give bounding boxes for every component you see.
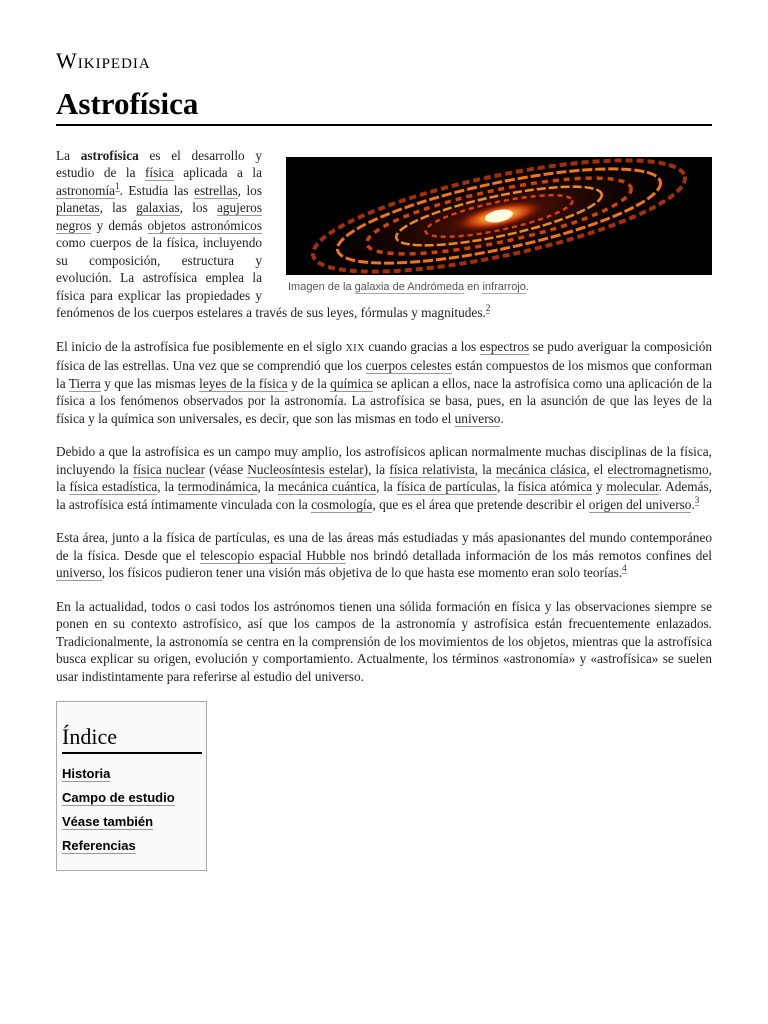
toc-list: [62, 762, 202, 858]
link-origen-del-universo[interactable]: origen del universo: [588, 496, 692, 512]
link-leyes-de-la-fisica[interactable]: leyes de la física: [199, 375, 288, 391]
link-estrellas[interactable]: estrellas: [194, 182, 238, 198]
intro-paragraph: Imagen de la galaxia de Andrómeda en infrarrojo. La astrofísica es el desarrollo y estudio de la física aplicada a la astronomía$^1$. Estudia las estrellas, los planetas, las galaxias, los agujeros negros y demás objetos astronómicos como cuerpos de la física, incluyendo su composición, estructura y evolución. La astrofísica emplea la física para explicar las propiedades y fenómenos de los cuerpos estelares a través de sus leyes, fórmulas y magnitudes.$^2$: [56, 147, 712, 322]
link-cosmologia[interactable]: cosmología: [311, 496, 373, 512]
toc-title: Índice: [62, 724, 202, 754]
link-espectros[interactable]: espectros: [479, 338, 530, 354]
table-of-contents: [56, 701, 207, 871]
link-electromagnetismo[interactable]: electromagnetismo: [607, 461, 709, 477]
reference-4[interactable]: 4: [622, 563, 627, 574]
reference-2[interactable]: 2: [485, 303, 491, 314]
reference-1[interactable]: 1: [115, 180, 120, 191]
toc-item-campo-de-estudio[interactable]: Campo de estudio: [62, 790, 175, 806]
link-mecanica-cuantica[interactable]: mecánica cuántica: [277, 479, 377, 495]
term-astrofisica: astrofísica: [80, 147, 139, 163]
wikipedia-wordmark[interactable]: Wikipedia: [56, 48, 151, 73]
andromeda-infrared-image[interactable]: [286, 157, 712, 275]
link-agujeros-negros[interactable]: agujeros negros: [56, 200, 262, 233]
link-galaxias[interactable]: galaxias: [136, 200, 180, 216]
link-infrarrojo[interactable]: infrarrojo: [482, 280, 526, 293]
paragraph-4: Esta área, junto a la física de partículas, es una de las áreas más estudiadas y más apasionantes del mundo contemporáneo de la física. Desde que el telescopio espacial Hubble nos brindó detallada información de los más remotos confines del universo, los físicos pudieron tener una visión más objetiva de lo que hasta ese momento eran solo teorías.$^4$: [56, 530, 712, 581]
link-universo[interactable]: universo: [454, 410, 501, 426]
reference-3[interactable]: 3: [694, 494, 700, 505]
link-mecanica-clasica[interactable]: mecánica clásica: [495, 461, 587, 477]
link-telescopio-hubble[interactable]: telescopio espacial Hubble: [200, 547, 346, 563]
article-body: [56, 147, 712, 686]
link-cuerpos-celestes[interactable]: cuerpos celestes: [365, 358, 452, 374]
link-fisica-estadistica[interactable]: física estadística: [69, 479, 158, 495]
toc-item-vease-tambien[interactable]: Véase también: [62, 814, 154, 830]
page-title: Astrofísica: [56, 86, 712, 126]
link-galaxia-andromeda[interactable]: galaxia de Andrómeda: [354, 280, 465, 293]
link-tierra[interactable]: Tierra: [68, 375, 101, 391]
link-objetos-astronomicos[interactable]: objetos astronómicos: [147, 217, 262, 233]
link-nucleosintesis-estelar[interactable]: Nucleosíntesis estelar: [247, 461, 364, 477]
link-fisica-de-particulas[interactable]: física de partículas: [396, 479, 498, 495]
toc-item-historia[interactable]: Historia: [62, 766, 111, 782]
toc-item-referencias[interactable]: Referencias: [62, 838, 136, 854]
link-planetas[interactable]: planetas: [56, 200, 100, 216]
figure-caption: Imagen de la galaxia de Andrómeda en infrarrojo.: [288, 280, 529, 293]
link-termodinamica[interactable]: termodinámica: [177, 479, 258, 495]
link-fisica-atomica[interactable]: física atómica: [517, 479, 593, 495]
link-universo-2[interactable]: universo: [56, 565, 102, 581]
link-astronomia[interactable]: astronomía: [56, 182, 116, 198]
link-molecular[interactable]: molecular: [606, 479, 659, 495]
paragraph-3: Debido a que la astrofísica es un campo muy amplio, los astrofísicos aplican normalmente muchas disciplinas de la física, incluyendo la física nuclear (véase Nucleosíntesis estelar), la física relativista, la mecánica clásica, el electromagnetismo, la física estadística, la termodinámica, la mecánica cuántica, la física de partículas, la física atómica y molecular. Además, la astrofísica está íntimamente vinculada con la cosmología, que es el área que pretende describir el origen del universo.$^3$: [56, 444, 713, 512]
link-fisica-relativista[interactable]: física relativista: [389, 461, 475, 477]
link-fisica[interactable]: física: [144, 165, 174, 181]
century-numeral: XIX: [345, 342, 365, 354]
link-quimica[interactable]: química: [330, 375, 374, 391]
paragraph-2: El inicio de la astrofísica fue posiblemente en el siglo XIX cuando gracias a los espectros se pudo averiguar la composición física de las estrellas. Una vez que se comprendió que los cuerpos celestes están compuestos de los mismos que conforman la Tierra y que las mismas leyes de la física y de la química se aplican a ellos, nace la astrofísica como una aplicación de la física a los fenómenos observados por la astronomía. La astrofísica se basa, pues, en la asunción de que las leyes de la física y la química son universales, es decir, que son las mismas en todo el universo.: [56, 338, 712, 426]
paragraph-5: En la actualidad, todos o casi todos los astrónomos tienen una sólida formación en física y las observaciones siempre se ponen en su contexto astrofísico, así que los campos de la astronomía y astrofísica están frecuentemente enlazados. Tradicionalmente, la astronomía se centra en la comprensión de los movimientos de los objetos, mientras que la astrofísica busca explicar su origen, evolución y comportamiento. Actualmente, los términos «astronomía» y «astrofísica» se suelen usar indistintamente para referirse al estudio del universo.: [56, 598, 712, 684]
link-fisica-nuclear[interactable]: física nuclear: [132, 461, 206, 477]
andromeda-figure: [286, 157, 712, 294]
